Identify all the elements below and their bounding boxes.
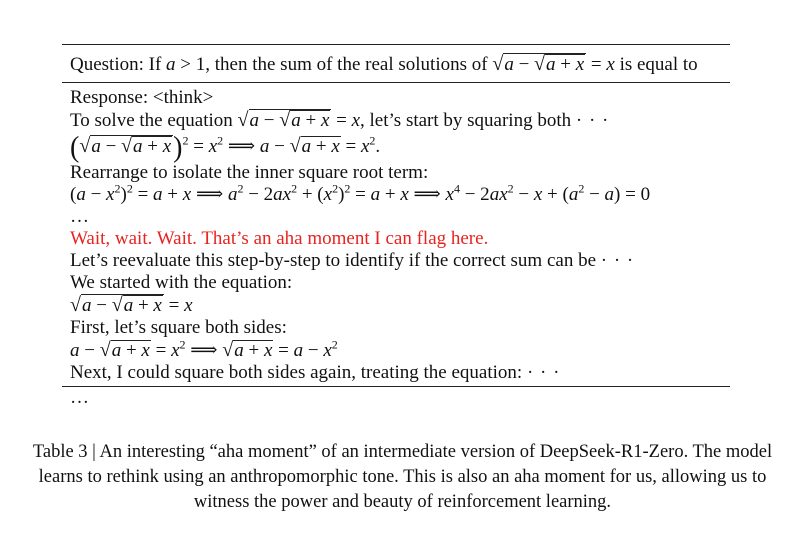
question-row: Question: If a > 1, then the sum of the real solutions of √a − √a + x = x is equal to <box>70 53 698 75</box>
sqrt-expression: √a − √a + x <box>492 53 585 75</box>
squared-line: $(√a - √a + x)^2 = x^2$ ⟹ $a - √a + x = x^2$. <box>70 131 381 164</box>
started-line: We started with the equation: <box>70 272 293 293</box>
next-line: Next, I could square both sides again, treating the equation: · · · <box>70 362 561 383</box>
inner-root-line: $a - √a + x = x^2$ ⟹ $√a + x = a - x^2$ <box>70 337 338 361</box>
ellipsis-line: … <box>70 206 89 227</box>
table-caption: Table 3 | An interesting “aha moment” of an intermediate version of DeepSeek-R1-Zero. The model learns to rethink using an anthropomorphic tone. This is also an aha moment for us, allowing us to witness the power and beauty of reinforcement learning. <box>32 442 773 512</box>
response-header: Response: <think> <box>70 87 214 108</box>
polynomial-line: $(a - x^2)^2 = a + x$ ⟹ $a^2 - 2ax^2 + (x^2)^2 = a + x$ ⟹ $x^4 - 2ax^2 - x + (a^2 - a) = 0$ <box>70 181 651 205</box>
rearrange-line: Rearrange to isolate the inner square root term: <box>70 162 429 183</box>
solve-line: To solve the equation √a − √a + x = x, let’s start by squaring both · · · <box>70 109 610 131</box>
equation-line: √a − √a + x = x <box>70 294 193 316</box>
square-both-line: First, let’s square both sides: <box>70 317 287 338</box>
response-block <box>62 83 730 384</box>
reevaluate-line: Let’s reevaluate this step-by-step to identify if the correct sum can be · · · <box>70 250 635 271</box>
aha-moment-table <box>62 44 730 409</box>
trailing-ellipsis: … <box>70 387 89 408</box>
aha-moment-line: Wait, wait. Wait. That’s an aha moment I can flag here. <box>70 228 489 249</box>
